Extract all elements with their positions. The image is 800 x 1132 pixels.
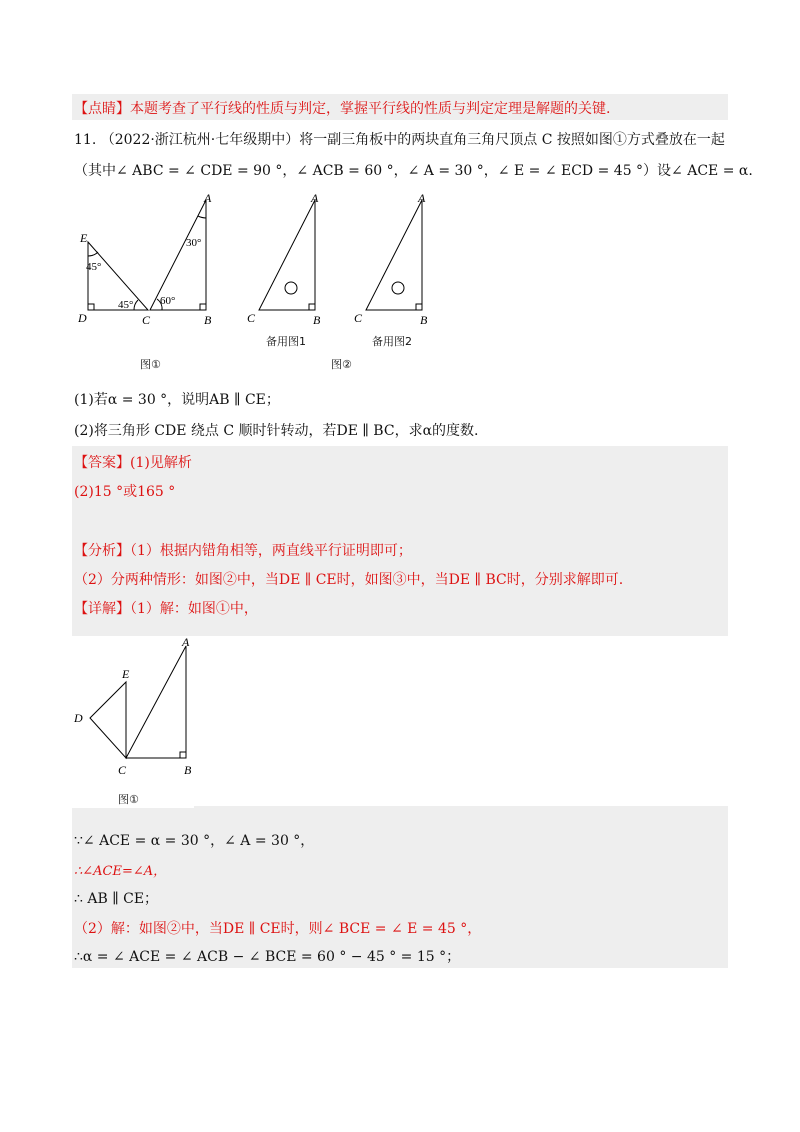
arc-a xyxy=(198,216,206,218)
detail-figure xyxy=(72,636,194,786)
answer-line-1 xyxy=(74,452,192,472)
b1-label-a: A xyxy=(311,192,319,205)
figure-1 xyxy=(78,192,218,327)
analysis-label: 【分析】 xyxy=(74,543,130,559)
analysis-line-1 xyxy=(74,540,412,560)
answer-2: (2)15 °或165 ° xyxy=(74,484,176,500)
right-angle-b xyxy=(200,304,206,310)
question-number: 11. xyxy=(74,132,97,148)
step-3: ∴ AB ∥ CE； xyxy=(74,891,159,907)
detail-text-1: （1）解：如图①中， xyxy=(130,601,258,617)
b2-label-c: C xyxy=(354,311,363,325)
d-label-c: C xyxy=(118,763,127,777)
label-a: A xyxy=(204,192,212,205)
label-b: B xyxy=(204,313,212,327)
b2-label-b: B xyxy=(420,313,428,327)
d-label-b: B xyxy=(184,763,192,777)
step-1: ∵∠ ACE = α = 30 °，∠ A = 30 °， xyxy=(74,833,315,849)
question-source: （2022·浙江杭州·七年级期中） xyxy=(100,132,300,148)
note-text: 【点睛】本题考查了平行线的性质与判定，掌握平行线的性质与判定定理是解题的关键. xyxy=(74,101,611,117)
angle-60-label: 60° xyxy=(160,295,176,307)
figure-2-caption: 图② xyxy=(331,358,352,371)
triangle-abc xyxy=(150,200,206,310)
label-d: D xyxy=(78,311,87,325)
label-c: C xyxy=(142,313,151,327)
angle-45-c-label: 45° xyxy=(118,299,134,311)
d-label-e: E xyxy=(122,667,130,681)
detail-line-1 xyxy=(74,598,258,618)
arc-ecd xyxy=(134,300,138,310)
detail-label: 【详解】 xyxy=(74,601,130,617)
arc-e xyxy=(88,252,98,256)
label-e: E xyxy=(80,231,88,245)
figure-1-caption: 图① xyxy=(140,358,161,371)
step-4: （2）解：如图②中，当DE ∥ CE时，则∠ BCE = ∠ E = 45 °， xyxy=(74,921,482,937)
question-stem: 将一副三角板中的两块直角三角尺顶点 C 按照如图①方式叠放在一起 xyxy=(299,132,725,148)
angle-30-label: 30° xyxy=(186,237,202,249)
b2-label-a: A xyxy=(418,192,426,205)
question-line-1 xyxy=(74,129,725,149)
backup-1-caption: 备用图1 xyxy=(266,335,306,348)
angle-45-e-label: 45° xyxy=(86,261,102,273)
b1-label-c: C xyxy=(247,311,256,325)
part-1: (1)若α = 30 °，说明AB ∥ CE； xyxy=(74,392,280,408)
question-line-2: （其中∠ ABC = ∠ CDE = 90 °，∠ ACB = 60 °，∠ A = 30 °，∠ E = ∠ ECD = 45 °）设∠ ACE = α. xyxy=(74,163,753,179)
part-2: (2)将三角形 CDE 绕点 C 顺时针转动，若DE ∥ BC，求α的度数. xyxy=(74,423,479,439)
answer-1: (1)见解析 xyxy=(130,455,192,471)
backup-2-caption: 备用图2 xyxy=(372,335,412,348)
detail-figure-caption: 图① xyxy=(118,793,139,806)
backup-figure-2 xyxy=(350,192,440,327)
d-label-d: D xyxy=(74,711,83,725)
analysis-line-2: （2）分两种情形：如图②中，当DE ∥ CE时，如图③中，当DE ∥ BC时，分别求解即可. xyxy=(74,572,624,588)
b1-label-b: B xyxy=(313,313,321,327)
analysis-text-1: （1）根据内错角相等，两直线平行证明即可； xyxy=(130,543,412,559)
backup-figure-1 xyxy=(243,192,333,327)
answer-label: 【答案】 xyxy=(74,455,130,471)
d-label-a: A xyxy=(182,636,190,649)
step-5: ∴α = ∠ ACE = ∠ ACB − ∠ BCE = 60 ° − 45 ° = 15 °； xyxy=(74,949,461,965)
step-2: ∴∠ACE=∠A， xyxy=(74,864,167,879)
right-angle-d xyxy=(88,304,94,310)
